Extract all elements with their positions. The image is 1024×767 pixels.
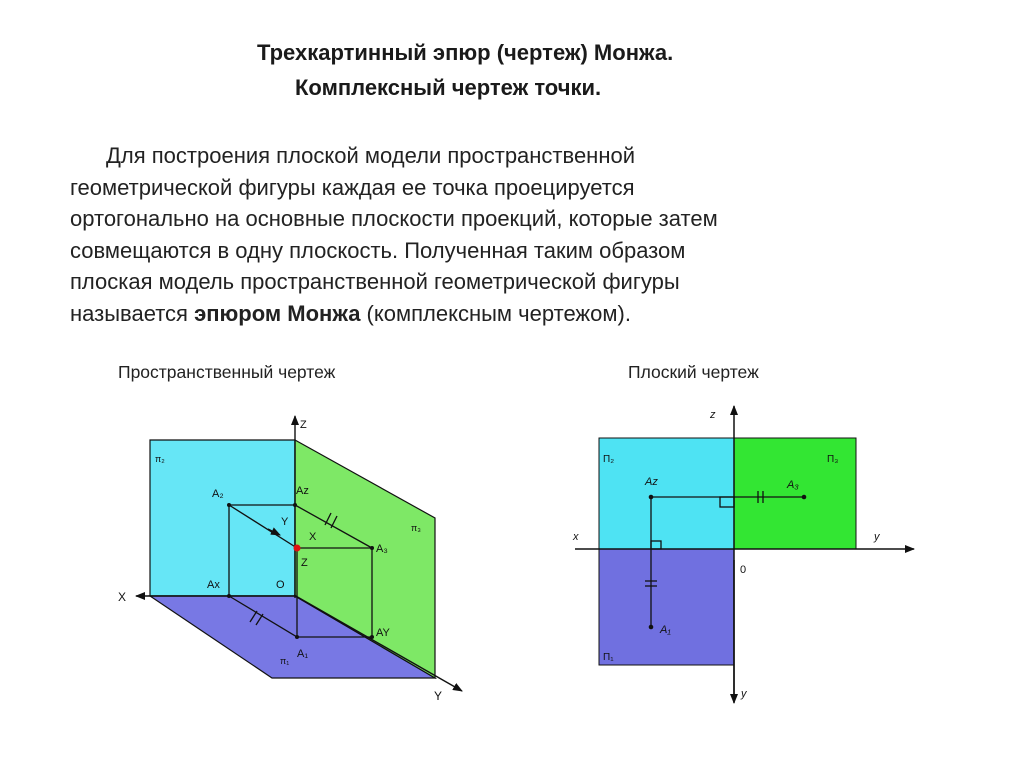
flat-drawing-heading: Плоский чертеж <box>628 362 759 382</box>
label-ax: Ax <box>207 579 220 591</box>
paragraph-line-6-start: называется <box>70 300 195 326</box>
flat-label-p3: П₃ <box>827 454 839 465</box>
label-ay: AY <box>376 627 390 639</box>
flat-label-y-bottom: y <box>741 688 747 700</box>
term-epure-monge: эпюром Монжа <box>194 300 361 326</box>
plane-pi2 <box>150 440 295 596</box>
title-line-1: Трехкартинный эпюр (чертеж) Монжа. <box>257 40 674 65</box>
spatial-drawing-heading: Пространственный чертеж <box>118 362 336 382</box>
label-a3: A₃ <box>376 543 388 555</box>
label-x-axis: X <box>118 590 127 604</box>
field-p1 <box>599 549 734 665</box>
label-pi3: π₃ <box>411 523 421 533</box>
paragraph-line-5: плоская модель пространственной геометрической фигуры <box>70 269 680 294</box>
flat-label-p1: П₁ <box>603 652 614 663</box>
label-inner-z: Z <box>301 557 308 569</box>
paragraph-line-4: совмещаются в одну плоскость. Полученная таким образом <box>70 237 686 263</box>
title-line-2: Комплексный чертеж точки. <box>295 75 602 100</box>
label-pi2: π₂ <box>155 454 165 464</box>
flat-label-y-right: y <box>874 531 880 543</box>
flat-label-z: z <box>710 409 716 421</box>
label-o: O <box>276 579 285 591</box>
label-y-axis: Y <box>434 689 443 703</box>
label-a1: A₁ <box>297 648 309 660</box>
paragraph-line-6-end: (комплексным чертежом). <box>360 300 631 326</box>
flat-label-o: 0 <box>740 564 747 576</box>
flat-label-az: Az <box>645 476 658 488</box>
flat-drawing <box>572 406 914 703</box>
label-inner-x: X <box>309 531 317 543</box>
label-pi1: π₁ <box>280 656 290 666</box>
flat-label-x: x <box>573 531 579 543</box>
paragraph-line-3: ортогонально на основные плоскости проекций, которые затем <box>70 206 718 231</box>
field-p2 <box>599 438 734 549</box>
label-inner-y: Y <box>281 516 289 528</box>
paragraph-line-1: Для построения плоской модели пространственной <box>106 143 636 168</box>
label-a2: A₂ <box>212 488 224 500</box>
label-az: Az <box>296 485 309 497</box>
point-a <box>294 545 301 552</box>
flat-label-a3: A₃ <box>787 479 799 491</box>
spatial-drawing <box>118 416 462 703</box>
flat-label-a1: A₁ <box>660 624 671 636</box>
label-z: Z <box>300 419 307 431</box>
flat-label-p2: П₂ <box>603 454 615 465</box>
paragraph-line-2: геометрической фигуры каждая ее точка проецируется <box>70 174 635 200</box>
